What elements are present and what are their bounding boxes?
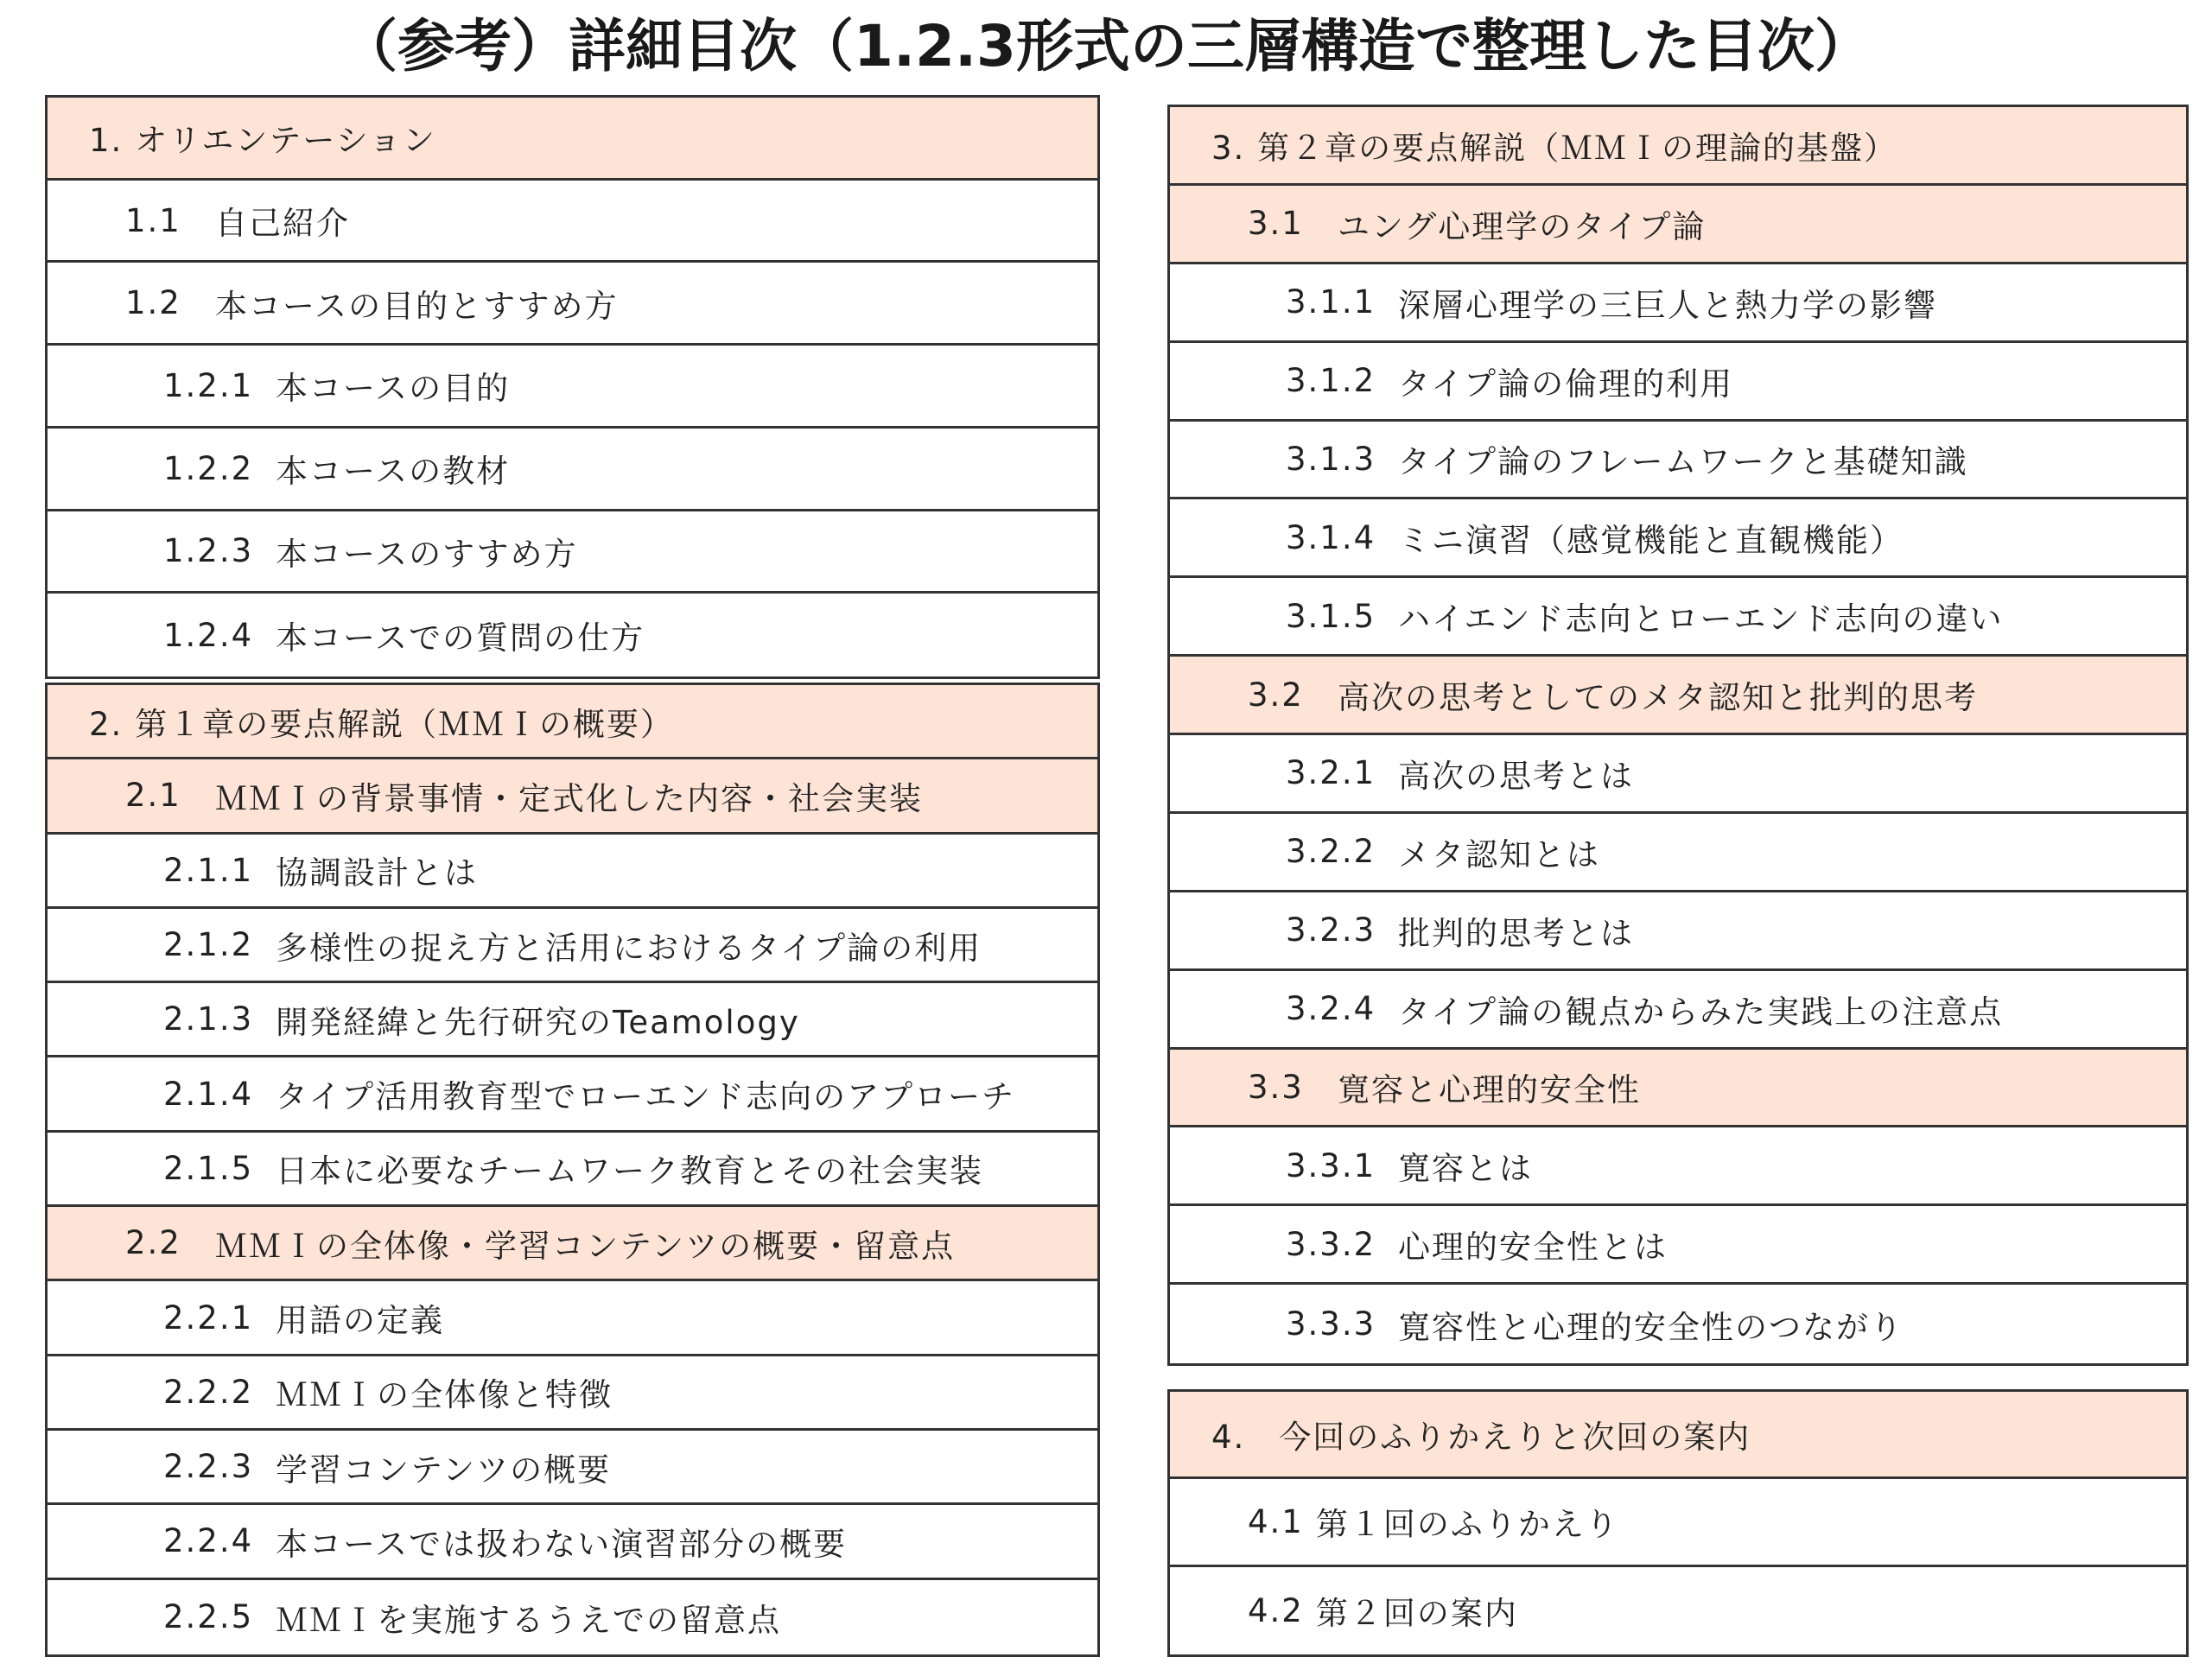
toc-item-text: 第１回のふりかえり <box>1315 1506 1619 1544</box>
toc-item-number: 2.2.3 <box>163 1448 254 1486</box>
toc-item-number: 3.3 <box>1248 1068 1304 1106</box>
toc-item-3-1-5 <box>1170 578 2186 657</box>
toc-item-3-1-1 <box>1170 264 2186 343</box>
toc-item-text: 寛容とは <box>1398 1150 1533 1188</box>
toc-item-text: ＭＭＩの背景事情・定式化した内容・社会実装 <box>215 779 923 817</box>
toc-item-2-2 <box>48 1207 1097 1281</box>
toc-item-number: 3.1.1 <box>1286 283 1376 321</box>
toc-item-number: 2.1.3 <box>163 1000 254 1038</box>
toc-section-4 <box>1167 1389 2189 1657</box>
toc-item-1-2-3 <box>48 511 1097 594</box>
toc-item-number: 1.2.4 <box>163 616 254 654</box>
toc-item-number: 3.2.2 <box>1286 833 1376 871</box>
toc-item-2-1-5 <box>48 1133 1097 1207</box>
toc-item-number: 3.1.2 <box>1286 362 1376 400</box>
toc-item-text: ハイエンド志向とローエンド志向の違い <box>1398 600 2004 638</box>
toc-item-number: 4.1 <box>1248 1502 1304 1540</box>
toc-item-text: タイプ論の倫理的利用 <box>1398 365 1734 403</box>
toc-item-number: 2.1.4 <box>163 1075 254 1113</box>
toc-item-2-2-1 <box>48 1281 1097 1356</box>
toc-item-3-2-4 <box>1170 971 2186 1050</box>
toc-item-text: ユング心理学のタイプ論 <box>1338 207 1707 245</box>
toc-item-2-2-5 <box>48 1580 1097 1654</box>
toc-item-3-1-4 <box>1170 499 2186 578</box>
toc-item-text: 本コースの教材 <box>276 453 511 491</box>
toc-item-number: 1.2.1 <box>163 366 254 404</box>
toc-item-3-3 <box>1170 1050 2186 1128</box>
toc-item-number: 2.1.1 <box>163 851 254 889</box>
toc-item-1-2 <box>48 263 1097 346</box>
toc-item-text: メタ認知とは <box>1398 835 1600 873</box>
toc-item-2-2-4 <box>48 1505 1097 1579</box>
toc-item-1-2-1 <box>48 346 1097 429</box>
toc-item-text: 本コースの目的とすすめ方 <box>215 287 619 325</box>
toc-item-text: 日本に必要なチームワーク教育とその社会実装 <box>276 1152 983 1191</box>
toc-item-text: 用語の定義 <box>276 1302 444 1340</box>
toc-item-number: 4.2 <box>1248 1591 1304 1629</box>
toc-item-text: タイプ論の観点からみた実践上の注意点 <box>1398 993 2004 1031</box>
toc-item-1-1 <box>48 181 1097 264</box>
toc-item-text: ＭＭＩの全体像と特徴 <box>276 1376 613 1414</box>
toc-item-text: ＭＭＩを実施するうえでの留意点 <box>276 1601 781 1639</box>
toc-item-text: タイプ活用教育型でローエンド志向のアプローチ <box>276 1078 1016 1116</box>
toc-item-number: 3.3.3 <box>1286 1305 1376 1343</box>
toc-heading-4 <box>1170 1392 2186 1479</box>
toc-item-3-3-3 <box>1170 1285 2186 1363</box>
toc-heading-label: 4. 今回のふりかえりと次回の案内 <box>1211 1419 1751 1457</box>
toc-item-number: 1.2.3 <box>163 532 254 570</box>
toc-item-number: 2.2.4 <box>163 1522 254 1560</box>
toc-item-text: 深層心理学の三巨人と熱力学の影響 <box>1398 286 1937 324</box>
toc-item-number: 2.2.1 <box>163 1299 254 1337</box>
toc-item-number: 3.3.1 <box>1286 1146 1376 1184</box>
toc-heading-3 <box>1170 107 2186 186</box>
toc-item-4-1 <box>1170 1479 2186 1566</box>
toc-item-number: 2.2.5 <box>163 1598 254 1636</box>
toc-item-text: 本コースの目的 <box>276 370 511 408</box>
toc-item-number: 3.1.3 <box>1286 440 1376 478</box>
toc-item-2-1-4 <box>48 1057 1097 1132</box>
toc-item-3-2-1 <box>1170 735 2186 814</box>
toc-item-text: 本コースでは扱わない演習部分の概要 <box>276 1525 848 1563</box>
toc-item-text: 学習コンテンツの概要 <box>276 1451 612 1489</box>
toc-item-number: 2.2.2 <box>163 1373 254 1411</box>
toc-item-number: 2.1.5 <box>163 1149 254 1187</box>
toc-item-text: 寛容と心理的安全性 <box>1338 1071 1641 1109</box>
toc-item-number: 1.2 <box>125 284 181 322</box>
toc-item-number: 3.3.2 <box>1286 1225 1376 1263</box>
toc-item-text: 協調設計とは <box>276 854 478 892</box>
toc-item-text: 寛容性と心理的安全性のつながり <box>1398 1308 1904 1346</box>
toc-item-text: ミニ演習（感覚機能と直観機能） <box>1398 522 1904 560</box>
toc-item-3-3-1 <box>1170 1127 2186 1206</box>
toc-item-text: 多様性の捉え方と活用におけるタイプ論の利用 <box>276 929 982 967</box>
toc-item-2-1-1 <box>48 835 1097 909</box>
toc-item-1-2-4 <box>48 594 1097 676</box>
toc-item-text: 高次の思考としてのメタ認知と批判的思考 <box>1338 679 1978 717</box>
toc-item-number: 3.2 <box>1248 676 1304 714</box>
toc-heading-label: 2. 第１章の要点解説（ＭＭＩの概要） <box>89 705 675 743</box>
toc-item-number: 1.1 <box>125 201 181 239</box>
toc-item-number: 3.2.3 <box>1286 911 1376 949</box>
toc-section-1 <box>45 95 1100 679</box>
toc-item-3-1 <box>1170 186 2186 264</box>
toc-item-number: 3.2.1 <box>1286 754 1376 792</box>
toc-item-3-1-3 <box>1170 422 2186 500</box>
toc-item-3-1-2 <box>1170 343 2186 422</box>
toc-item-text: 本コースでの質問の仕方 <box>276 619 645 657</box>
toc-item-number: 2.2 <box>125 1224 181 1262</box>
toc-item-2-2-3 <box>48 1431 1097 1505</box>
toc-item-1-2-2 <box>48 429 1097 511</box>
toc-item-text: 自己紹介 <box>215 205 350 243</box>
toc-item-number: 3.2.4 <box>1286 990 1376 1028</box>
toc-item-text: 第２回の案内 <box>1315 1595 1518 1633</box>
toc-item-number: 2.1.2 <box>163 926 254 964</box>
toc-item-2-2-2 <box>48 1356 1097 1431</box>
toc-item-text: 本コースのすすめ方 <box>276 535 578 573</box>
toc-heading-1 <box>48 98 1097 181</box>
toc-section-3 <box>1167 105 2189 1366</box>
toc-item-text: ＭＭＩの全体像・学習コンテンツの概要・留意点 <box>215 1227 956 1265</box>
toc-item-number: 3.1.5 <box>1286 597 1376 635</box>
toc-item-number: 3.1 <box>1248 205 1304 243</box>
toc-heading-label: 3. 第２章の要点解説（ＭＭＩの理論的基盤） <box>1211 129 1898 167</box>
toc-heading-2 <box>48 685 1097 759</box>
toc-item-2-1-3 <box>48 983 1097 1057</box>
toc-item-4-2 <box>1170 1567 2186 1654</box>
toc-item-text: 開発経緯と先行研究のTeamology <box>276 1003 800 1041</box>
toc-item-text: 心理的安全性とは <box>1398 1229 1668 1267</box>
toc-item-2-1 <box>48 759 1097 834</box>
toc-heading-label: 1. オリエンテーション <box>89 122 436 160</box>
toc-item-text: 批判的思考とは <box>1398 914 1634 952</box>
toc-section-2 <box>45 683 1100 1657</box>
toc-item-3-2-3 <box>1170 892 2186 971</box>
toc-item-text: タイプ論のフレームワークと基礎知識 <box>1398 443 1968 481</box>
toc-item-3-2-2 <box>1170 814 2186 892</box>
toc-item-number: 2.1 <box>125 777 181 815</box>
toc-item-number: 3.1.4 <box>1286 518 1376 556</box>
toc-item-number: 1.2.2 <box>163 449 254 487</box>
page-title: （参考）詳細目次（1.2.3形式の三層構造で整理した目次） <box>340 13 1872 79</box>
toc-item-3-2 <box>1170 657 2186 735</box>
toc-item-2-1-2 <box>48 909 1097 983</box>
toc-item-text: 高次の思考とは <box>1398 757 1634 795</box>
toc-item-3-3-2 <box>1170 1206 2186 1285</box>
